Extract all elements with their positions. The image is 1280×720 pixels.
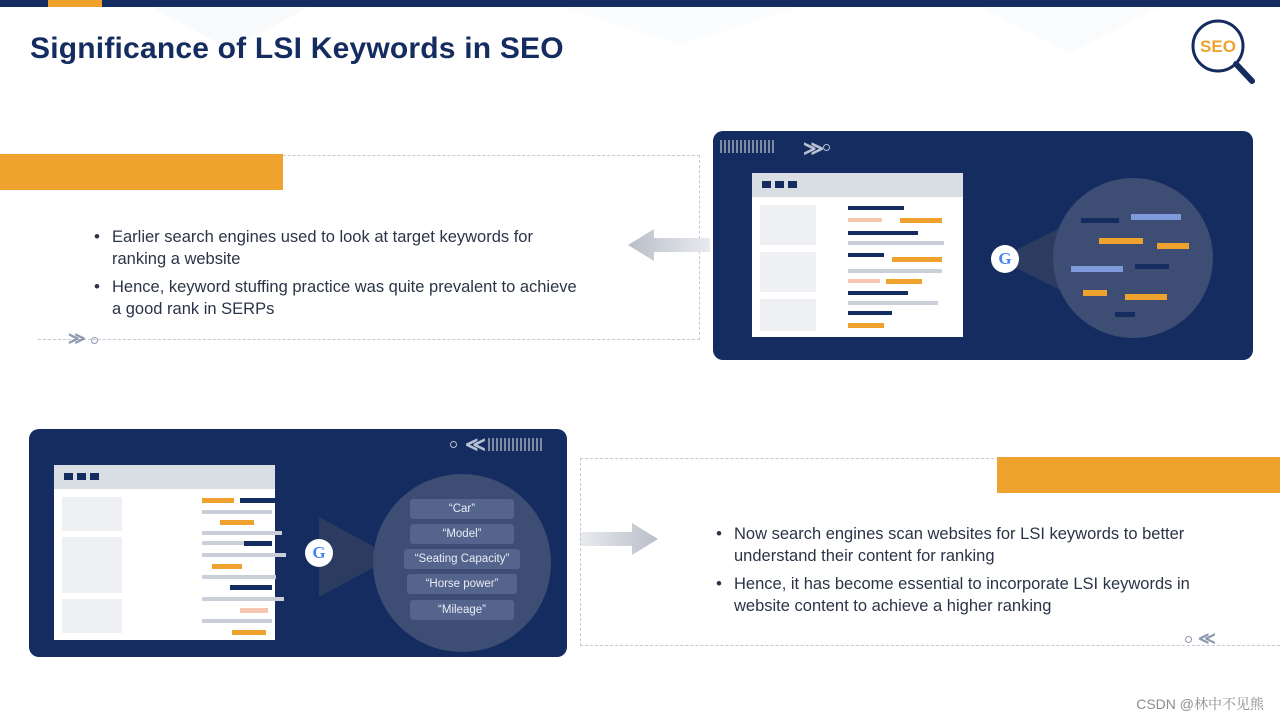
dot-marker [1185,636,1192,643]
list-item: • Hence, it has become essential to incorporate LSI keywords in website content to achieve a higher ranking [730,573,1222,617]
list-item: • Now search engines scan websites for LSI keywords to better understand their content for ranking [730,523,1222,567]
top-illustration-card [713,131,1253,360]
keyword-chip: “Horse power” [407,574,517,594]
svg-text:SEO: SEO [1200,37,1236,56]
page-title: Significance of LSI Keywords in SEO [30,32,564,65]
keyword-chip-cloud [373,474,551,652]
bottom-illustration-card [29,429,567,657]
top-bar [0,0,1280,7]
top-orange-tab [0,154,283,190]
decorative-triangle [560,7,800,45]
list-item: • Earlier search engines used to look at target keywords for ranking a website [108,226,590,270]
bottom-bullets [712,523,1222,623]
serp-mock [752,173,963,337]
tick-marks [720,139,774,153]
tick-marks [488,437,542,451]
chevron-left-icon: ≪ [465,434,486,456]
google-icon: G [991,245,1019,273]
google-icon: G [305,539,333,567]
website-mock [54,465,275,640]
keyword-chip: “Model” [410,524,514,544]
dot-marker [823,144,830,151]
dot-marker [450,441,457,448]
top-bullets [90,226,590,326]
arrow-left [628,224,710,271]
decorative-triangle [980,7,1160,53]
keyword-cloud [1053,178,1213,338]
chevron-right-icon: ≫ [68,329,86,348]
seo-logo [1184,18,1262,88]
list-item: • Hence, keyword stuffing practice was quite prevalent to achieve a good rank in SERPs [108,276,590,320]
keyword-chip: “Mileage” [410,600,514,620]
browser-title-bar [54,465,275,489]
watermark: CSDN @林中不见熊 [1136,696,1264,712]
keyword-chip: “Car” [410,499,514,519]
chevron-right-icon: ≫ [803,138,824,160]
dot-marker [91,337,98,344]
bottom-orange-tab [997,457,1280,493]
chevron-left-icon: ≪ [1198,629,1216,648]
keyword-chip: “Seating Capacity” [404,549,520,569]
top-bar-accent [48,0,102,7]
